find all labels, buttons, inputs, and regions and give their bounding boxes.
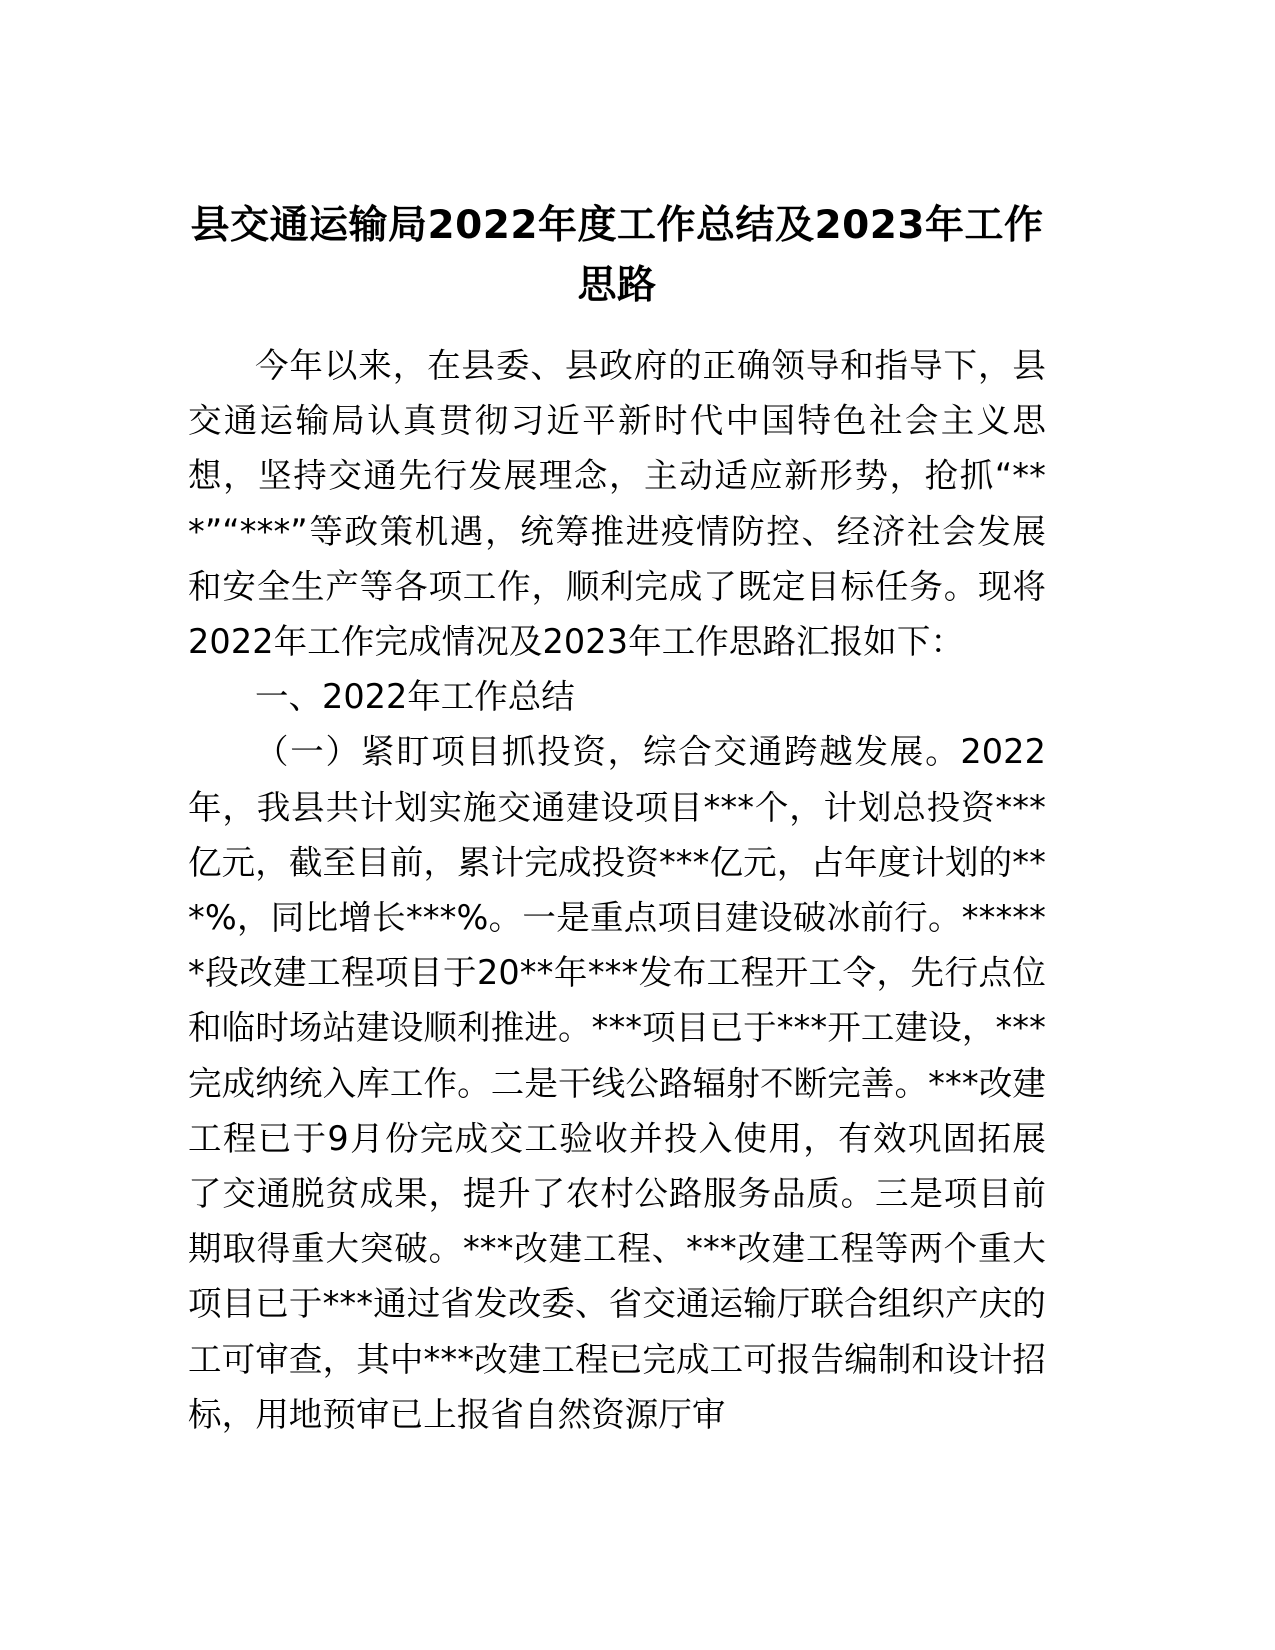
document-content bbox=[188, 196, 1046, 1442]
paragraph-intro: 今年以来，在县委、县政府的正确领导和指导下，县交通运输局认真贯彻习近平新时代中国特色社会主义思想，坚持交通先行发展理念，主动适应新形势，抢抓“***”“***”等政策机遇，统筹推进疫情防控、经济社会发展和安全生产等各项工作，顺利完成了既定目标任务。现将2022年工作完成情况及2023年工作思路汇报如下： bbox=[188, 346, 1046, 662]
page-title: 县交通运输局2022年度工作总结及2023年工作思路 bbox=[190, 203, 1044, 308]
paragraph-section-one-item-one: （一）紧盯项目抓投资，综合交通跨越发展。2022年，我县共计划实施交通建设项目***个，计划总投资***亿元，截至目前，累计完成投资***亿元，占年度计划的***%，同比增长***%。一是重点项目建设破冰前行。******段改建工程项目于20**年***发布工程开工令，先行点位和临时场站建设顺利推进。***项目已于***开工建设，***完成纳统入库工作。二是干线公路辐射不断完善。***改建工程已于9月份完成交工验收并投入使用，有效巩固拓展了交通脱贫成果，提升了农村公路服务品质。三是项目前期取得重大突破。***改建工程、***改建工程等两个重大项目已于***通过省发改委、省交通运输厅联合组织产庆的工可审查，其中***改建工程已完成工可报告编制和设计招标，用地预审已上报省自然资源厅审 bbox=[188, 732, 1046, 1434]
section-heading-2022-summary: 一、2022年工作总结 bbox=[255, 677, 575, 717]
